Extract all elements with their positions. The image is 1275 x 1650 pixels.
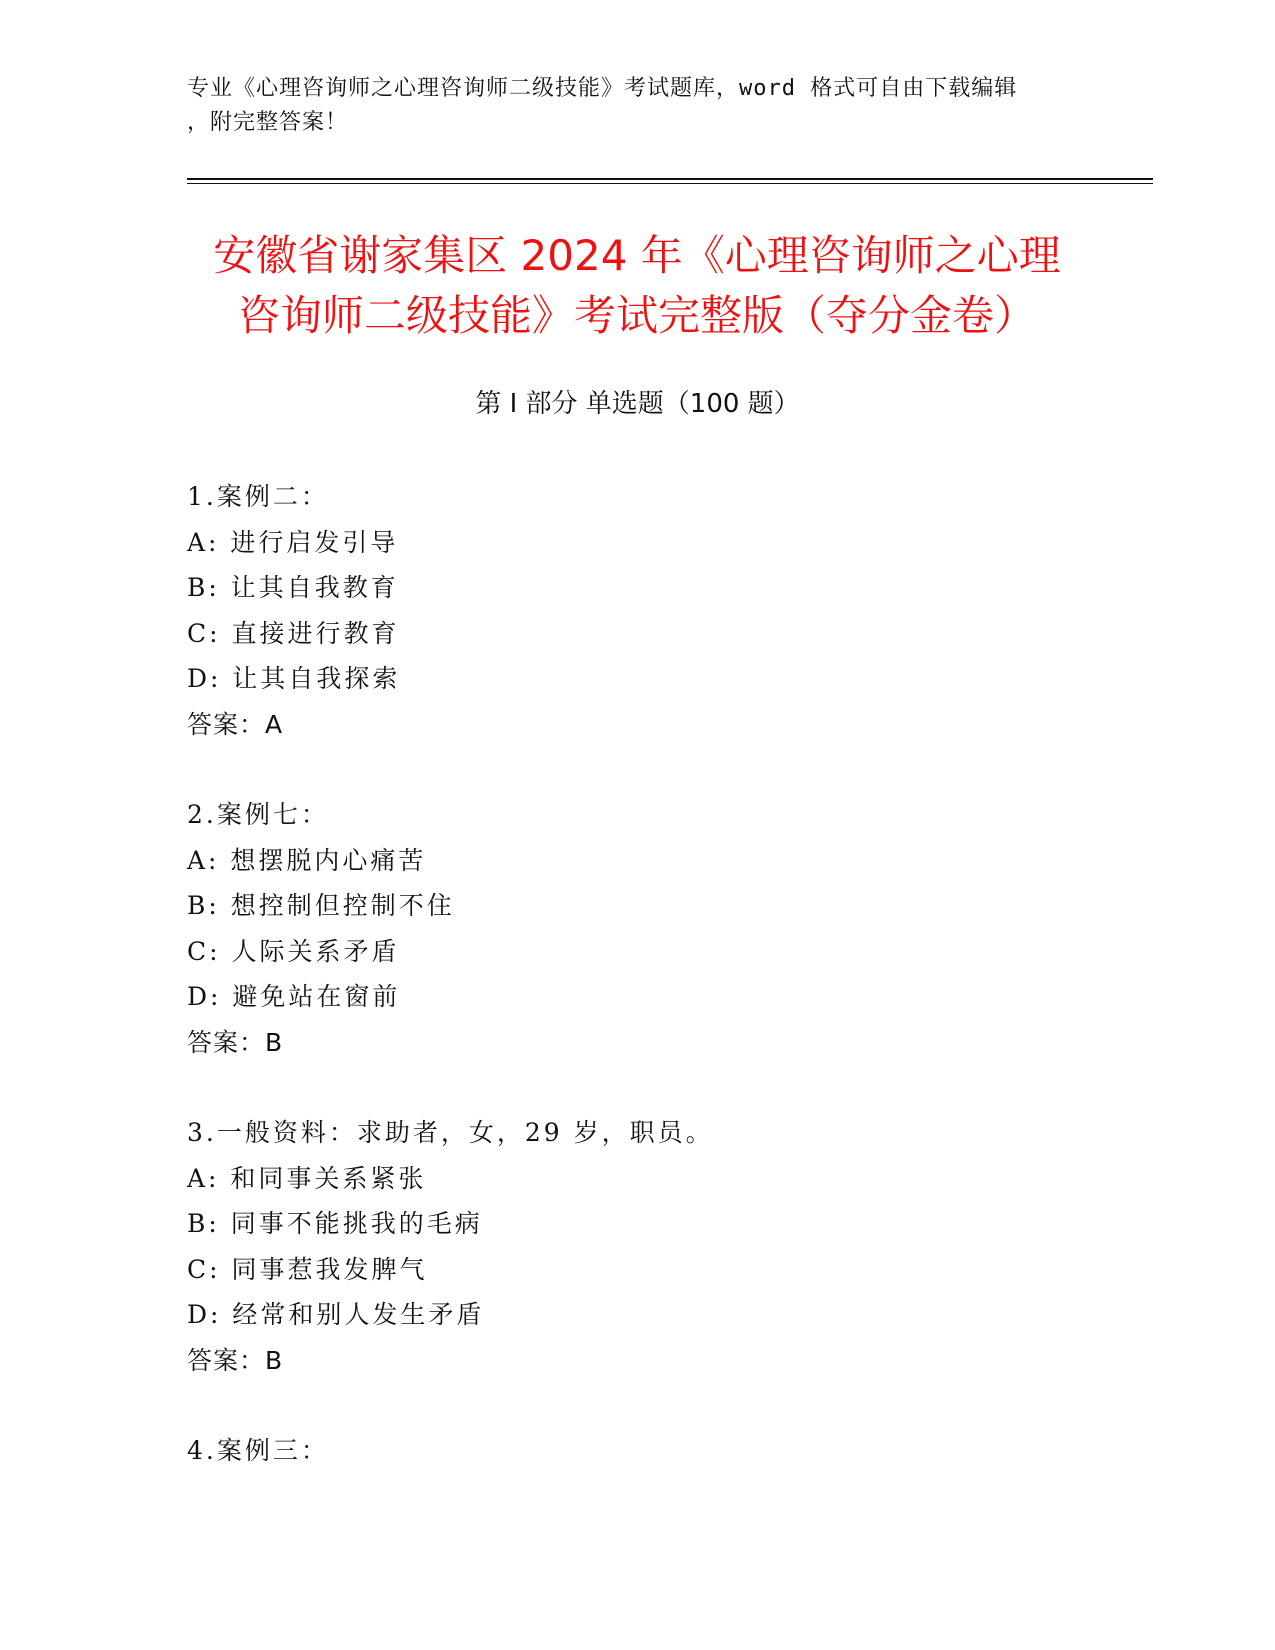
option-c: C: 人际关系矛盾 <box>187 936 400 966</box>
option-a: A: 和同事关系紧张 <box>187 1163 427 1193</box>
header-note-line-2: ，附完整答案！ <box>187 110 349 135</box>
question-list <box>187 474 1087 1519</box>
option-b: B: 让其自我教育 <box>187 573 399 602</box>
question-stem: 4.案例三： <box>187 1436 329 1465</box>
section-heading: 第 I 部分 单选题（100 题） <box>475 389 800 419</box>
question-stem: 2.案例七： <box>187 800 329 829</box>
option-a: A: 进行启发引导 <box>187 527 399 557</box>
question-item <box>187 1428 1087 1474</box>
header-note-line-1: 专业《心理咨询师之心理咨询师二级技能》考试题库，word 格式可自由下载编辑 <box>187 76 1018 101</box>
question-item <box>187 1110 1087 1383</box>
document-title-line-1: 安徽省谢家集区 2024 年《心理咨询师之心理 <box>213 231 1061 280</box>
document-title <box>187 226 1087 346</box>
answer-line: 答案：B <box>187 1027 284 1057</box>
question-stem: 1.案例二： <box>187 482 329 511</box>
header-rule-thick <box>187 178 1153 180</box>
option-d: D: 避免站在窗前 <box>187 982 401 1011</box>
question-stem: 3.一般资料：求助者，女，29 岁，职员。 <box>187 1118 714 1147</box>
header-rule-thin <box>187 183 1153 184</box>
question-item <box>187 474 1087 747</box>
option-a: A: 想摆脱内心痛苦 <box>187 845 427 875</box>
option-c: C: 同事惹我发脾气 <box>187 1254 428 1284</box>
option-b: B: 同事不能挑我的毛病 <box>187 1209 483 1238</box>
question-item <box>187 792 1087 1065</box>
option-d: D: 让其自我探索 <box>187 664 401 693</box>
answer-line: 答案：B <box>187 1345 284 1375</box>
option-b: B: 想控制但控制不住 <box>187 891 455 920</box>
document-title-line-2: 咨询师二级技能》考试完整版（夺分金卷） <box>237 291 1036 340</box>
option-d: D: 经常和别人发生矛盾 <box>187 1300 485 1329</box>
option-c: C: 直接进行教育 <box>187 618 400 648</box>
answer-line: 答案：A <box>187 709 284 739</box>
header-note <box>187 72 1087 140</box>
